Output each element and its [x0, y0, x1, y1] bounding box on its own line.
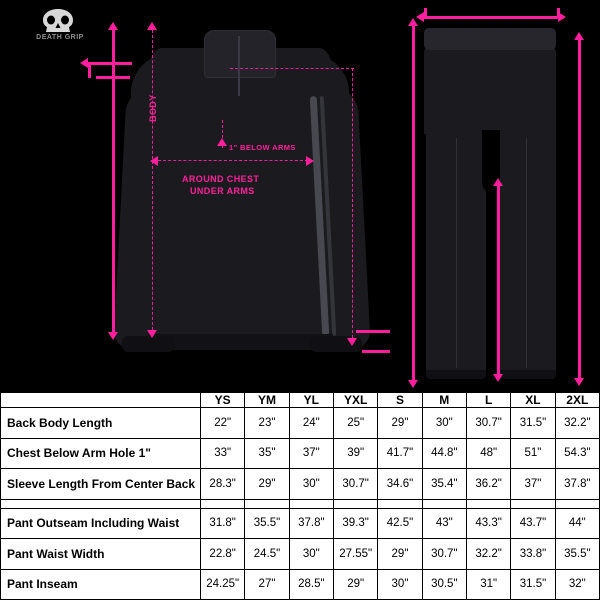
cell: 54.3": [555, 438, 599, 469]
waist-width-line: [424, 16, 560, 19]
body-length-arrow-bottom: [147, 330, 157, 338]
body-length-line: [152, 30, 153, 330]
sleeve-measure-tick: [88, 62, 91, 78]
row-label-pant-outseam: Pant Outseam Including Waist: [1, 508, 201, 539]
cell: 32.2": [555, 408, 599, 439]
cell: 48": [466, 438, 510, 469]
cell: 29": [245, 469, 289, 500]
cell: 37": [289, 438, 333, 469]
divider-cell: [333, 499, 377, 508]
sleeve-path-arrow: [347, 338, 357, 346]
cell: 43": [422, 508, 466, 539]
cell: 43.7": [511, 508, 555, 539]
outseam-arrow-top: [408, 18, 418, 26]
cell: 32.2": [466, 539, 510, 570]
cell: 43.3": [466, 508, 510, 539]
header-size-m: M: [422, 393, 466, 408]
pants-right-hem: [496, 370, 556, 379]
divider-cell: [466, 499, 510, 508]
cell: 24.5": [245, 539, 289, 570]
sleeve-path-top: [230, 68, 354, 69]
cell: 35.5": [555, 539, 599, 570]
under-arms-label: UNDER ARMS: [190, 186, 255, 196]
below-arms-label: 1" BELOW ARMS: [229, 143, 296, 152]
cell: 35.4": [422, 469, 466, 500]
brand-wordmark: DEATH GRIP: [36, 34, 84, 41]
chest-measure-line: [158, 160, 308, 161]
table-row: [1, 469, 600, 500]
cell: 33.8": [511, 539, 555, 570]
body-length-arrow-top: [147, 22, 157, 30]
sleeve-measure-line: [88, 62, 132, 65]
header-size-s: S: [378, 393, 422, 408]
divider-cell: [1, 499, 201, 508]
header-size-yxl: YXL: [333, 393, 377, 408]
divider-cell: [289, 499, 333, 508]
header-size-xl: XL: [511, 393, 555, 408]
cell: 36.2": [466, 469, 510, 500]
inseam-line: [497, 186, 500, 376]
cell: 22.8": [201, 539, 245, 570]
cell: 30.5": [422, 569, 466, 600]
cell: 44.8": [422, 438, 466, 469]
total-length-line: [578, 40, 581, 380]
sleeve-end-tick: [356, 330, 390, 333]
divider-cell: [378, 499, 422, 508]
total-length-arrow-bottom: [574, 378, 584, 386]
row-label-pant-inseam: Pant Inseam: [1, 569, 201, 600]
jacket-height-arrow-top: [108, 22, 118, 30]
jacket-zipper: [238, 36, 240, 96]
jacket-figure: [120, 18, 370, 388]
cell: 30": [422, 408, 466, 439]
header-size-ys: YS: [201, 393, 245, 408]
cell: 30.7": [333, 469, 377, 500]
brand-logo: [14, 8, 106, 52]
body-label: BODY: [148, 94, 158, 122]
pants-left-hem: [426, 370, 486, 379]
cell: 34.6": [378, 469, 422, 500]
cell: 31.5": [511, 569, 555, 600]
cell: 31": [466, 569, 510, 600]
header-blank: [1, 393, 201, 408]
cell: 24": [289, 408, 333, 439]
pants-left-seam: [456, 138, 457, 368]
divider-cell: [555, 499, 599, 508]
table-row: [1, 408, 600, 439]
pants-hip: [424, 48, 556, 134]
divider-cell: [201, 499, 245, 508]
cell: 51": [511, 438, 555, 469]
sleeve-end-tick-2: [362, 350, 390, 353]
header-size-2xl: 2XL: [555, 393, 599, 408]
size-table-container: [0, 392, 600, 600]
cell: 35.5": [245, 508, 289, 539]
cell: 23": [245, 408, 289, 439]
table-row: [1, 508, 600, 539]
waist-width-tick-left: [424, 8, 427, 18]
jacket-collar: [204, 30, 276, 78]
cell: 29": [378, 408, 422, 439]
header-size-ym: YM: [245, 393, 289, 408]
table-group-divider: [1, 499, 600, 508]
cell: 29": [378, 539, 422, 570]
waist-width-tick-right: [557, 8, 560, 18]
inseam-arrow-bottom: [493, 374, 503, 382]
size-table: [0, 392, 600, 600]
divider-cell: [422, 499, 466, 508]
row-label-sleeve-length: Sleeve Length From Center Back: [1, 469, 201, 500]
jacket-body: [148, 48, 333, 348]
cell: 30": [289, 539, 333, 570]
cell: 44": [555, 508, 599, 539]
cell: 30.7": [466, 408, 510, 439]
table-header-row: [1, 393, 600, 408]
row-label-back-body-length: Back Body Length: [1, 408, 201, 439]
cell: 35": [245, 438, 289, 469]
cell: 30.7": [422, 539, 466, 570]
cell: 30": [289, 469, 333, 500]
pants-right-seam: [526, 138, 527, 368]
header-size-yl: YL: [289, 393, 333, 408]
outseam-arrow-bottom: [408, 380, 418, 388]
sleeve-path-line: [352, 68, 353, 338]
divider-cell: [245, 499, 289, 508]
jacket-hem: [148, 334, 333, 350]
skull-icon: [40, 8, 76, 34]
table-row: [1, 539, 600, 570]
cell: 24.25": [201, 569, 245, 600]
cell: 27": [245, 569, 289, 600]
cell: 37.8": [555, 469, 599, 500]
cell: 32": [555, 569, 599, 600]
cell: 22": [201, 408, 245, 439]
table-row: [1, 438, 600, 469]
cell: 41.7": [378, 438, 422, 469]
cell: 39": [333, 438, 377, 469]
sleeve-arrow-left: [80, 58, 88, 68]
jacket-height-arrow-bottom: [108, 332, 118, 340]
cell: 37.8": [289, 508, 333, 539]
cell: 39.3": [333, 508, 377, 539]
cell: 42.5": [378, 508, 422, 539]
cell: 33": [201, 438, 245, 469]
cell: 30": [378, 569, 422, 600]
jacket-height-bracket: [112, 30, 115, 332]
cell: 27.55": [333, 539, 377, 570]
header-size-l: L: [466, 393, 510, 408]
cell: 28.5": [289, 569, 333, 600]
total-length-arrow-top: [574, 32, 584, 40]
pants-figure: [410, 18, 570, 388]
cell: 31.8": [201, 508, 245, 539]
cell: 28.3": [201, 469, 245, 500]
cell: 25": [333, 408, 377, 439]
outseam-line: [412, 26, 415, 382]
jacket-left-cuff: [122, 336, 174, 352]
table-row: [1, 569, 600, 600]
cell: 29": [333, 569, 377, 600]
row-label-pant-waist-width: Pant Waist Width: [1, 539, 201, 570]
chest-arrow-left: [150, 156, 158, 166]
below-arms-arrow: [217, 138, 227, 146]
pants-waistband: [424, 28, 556, 50]
around-chest-label: AROUND CHEST: [182, 174, 260, 184]
row-label-chest-below-arm-hole: Chest Below Arm Hole 1": [1, 438, 201, 469]
divider-cell: [511, 499, 555, 508]
inseam-arrow-top: [493, 178, 503, 186]
chest-arrow-right: [306, 156, 314, 166]
cell: 37": [511, 469, 555, 500]
cell: 31.5": [511, 408, 555, 439]
